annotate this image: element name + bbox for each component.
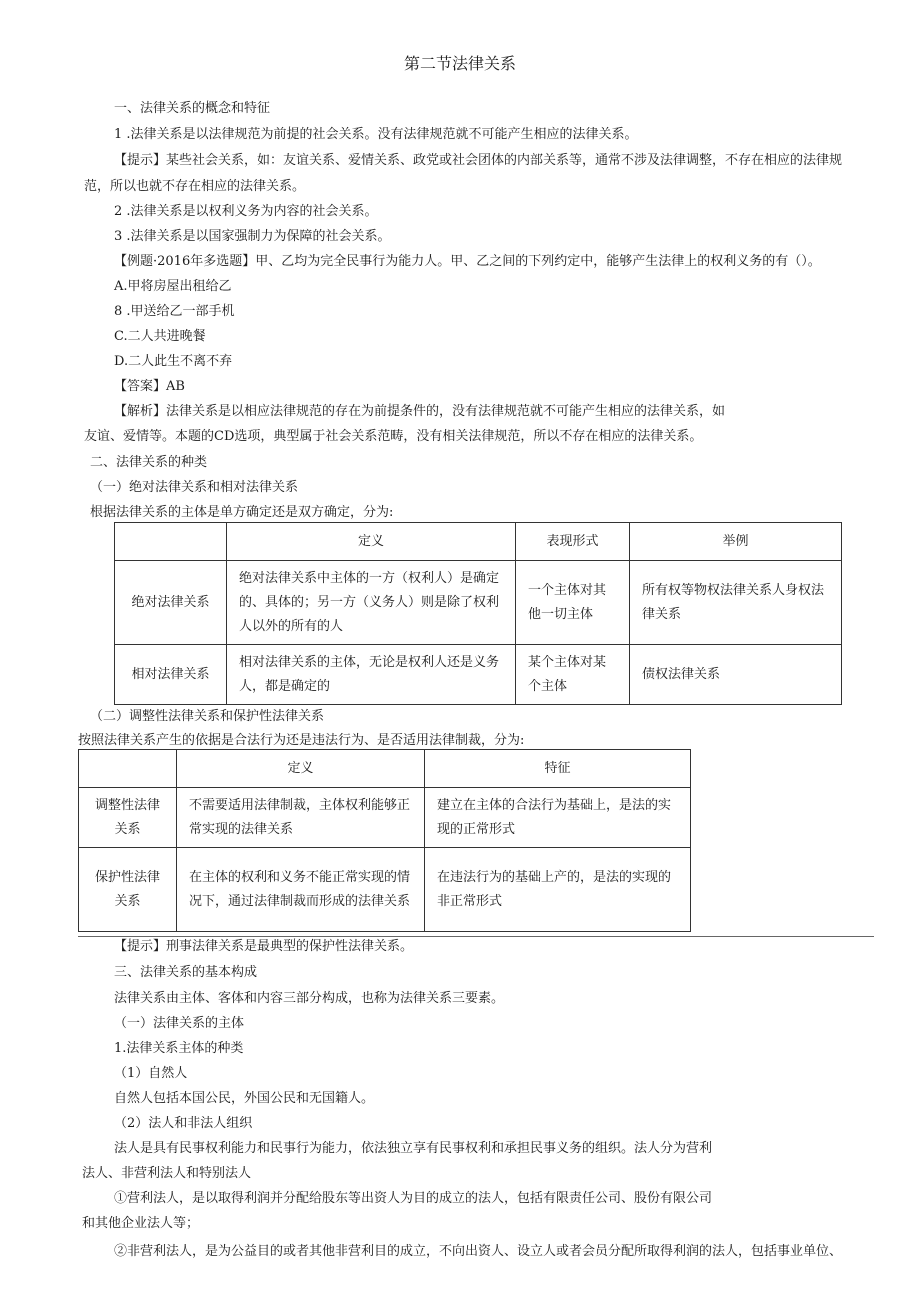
paragraph-continuation: 和其他企业法人等； <box>82 1216 200 1231</box>
table-cell: 相对法律关系 <box>115 645 227 705</box>
table-header-cell: 定义 <box>227 523 516 561</box>
paragraph: 3 .法律关系是以国家强制力为保障的社会关系。 <box>114 229 391 244</box>
table-cell: 所有权等物权法律关系人身权法律关系 <box>630 561 842 645</box>
paragraph: 根据法律关系的主体是单方确定还是双方确定，分为: <box>90 505 394 520</box>
divider <box>78 936 874 937</box>
subsection-heading: （二）调整性法律关系和保护性法律关系 <box>90 709 325 724</box>
table-cell: 在违法行为的基础上产的，是法的实现的非正常形式 <box>425 848 691 932</box>
table-header-cell <box>79 750 177 788</box>
table-cell: 绝对法律关系 <box>115 561 227 645</box>
table-cell: 债权法律关系 <box>630 645 842 705</box>
table-cell: 保护性法律关系 <box>79 848 177 932</box>
paragraph-continuation: 法人、非营利法人和特别法人 <box>82 1166 252 1181</box>
table-cell: 一个主体对其他一切主体 <box>516 561 630 645</box>
subsection-heading: （一）法律关系的主体 <box>114 1016 245 1031</box>
table-row <box>115 561 842 645</box>
subsection-heading: （一）绝对法律关系和相对法律关系 <box>90 480 299 495</box>
paragraph: 按照法律关系产生的依据是合法行为还是违法行为、是否适用法律制裁，分为: <box>78 733 525 748</box>
section-heading: 三、法律关系的基本构成 <box>114 965 258 980</box>
paragraph: 2 .法律关系是以权利义务为内容的社会关系。 <box>114 204 378 219</box>
paragraph: 法律关系由主体、客体和内容三部分构成，也称为法律关系三要素。 <box>114 991 505 1006</box>
adjustive-protective-table <box>78 749 691 932</box>
answer: 【答案】AB <box>114 379 185 394</box>
table-row <box>79 848 691 932</box>
table-cell: 不需要适用法律制裁，主体权利能够正常实现的法律关系 <box>177 788 425 848</box>
paragraph: 1.法律关系主体的种类 <box>114 1041 244 1056</box>
example-question: 【例题·2016年多选题】甲、乙均为完全民事行为能力人。甲、乙之间的下列约定中，能够产生法律上的权利义务的有（）。 <box>114 254 821 269</box>
table-header-row <box>79 750 691 788</box>
table-header-cell: 特征 <box>425 750 691 788</box>
section-heading: 一、法律关系的概念和特征 <box>114 101 271 116</box>
table-header-row <box>115 523 842 561</box>
paragraph: 自然人包括本国公民，外国公民和无国籍人。 <box>114 1091 375 1106</box>
table-cell: 绝对法律关系中主体的一方（权利人）是确定的、具体的；另一方（义务人）则是除了权利人以外的所有的人 <box>227 561 516 645</box>
table-header-cell: 表现形式 <box>516 523 630 561</box>
paragraph: 法人是具有民事权利能力和民事行为能力，依法独立享有民事权利和承担民事义务的组织。法人分为营利 <box>114 1141 713 1156</box>
list-item: ②非营利法人，是为公益目的或者其他非营利目的成立，不向出资人、设立人或者会员分配所取得利润的法人，包括事业单位、 <box>114 1244 843 1259</box>
table-cell: 调整性法律关系 <box>79 788 177 848</box>
analysis-continuation: 友谊、爱情等。本题的CD选项，典型属于社会关系范畴，没有相关法律规范，所以不存在相应的法律关系。 <box>84 429 703 444</box>
table-cell: 在主体的权利和义务不能正常实现的情况下，通过法律制裁而形成的法律关系 <box>177 848 425 932</box>
absolute-relative-table <box>114 522 842 705</box>
paragraph-continuation: 范，所以也就不存在相应的法律关系。 <box>84 179 306 194</box>
table-cell: 某个主体对某个主体 <box>516 645 630 705</box>
tip-paragraph: 【提示】某些社会关系，如：友谊关系、爱情关系、政党或社会团体的内部关系等，通常不涉及法律调整，不存在相应的法律规 <box>114 153 843 168</box>
option-b: 8 .甲送给乙一部手机 <box>114 304 235 319</box>
option-d: D.二人此生不离不弃 <box>114 354 233 369</box>
paragraph: （2）法人和非法人组织 <box>114 1116 253 1131</box>
page-title: 第二节法律关系 <box>403 54 516 73</box>
table-cell: 相对法律关系的主体，无论是权利人还是义务人，都是确定的 <box>227 645 516 705</box>
option-a: A.甲将房屋出租给乙 <box>114 279 232 294</box>
table-header-cell: 举例 <box>630 523 842 561</box>
table-header-cell: 定义 <box>177 750 425 788</box>
analysis: 【解析】法律关系是以相应法律规范的存在为前提条件的，没有法律规范就不可能产生相应的法律关系，如 <box>114 404 726 419</box>
list-item: ①营利法人，是以取得利润并分配给股东等出资人为目的成立的法人，包括有限责任公司、股份有限公司 <box>114 1191 713 1206</box>
paragraph: 1 .法律关系是以法律规范为前提的社会关系。没有法律规范就不可能产生相应的法律关系。 <box>114 127 638 142</box>
paragraph: （1）自然人 <box>114 1066 188 1081</box>
section-heading: 二、法律关系的种类 <box>90 455 208 470</box>
table-header-cell <box>115 523 227 561</box>
table-row <box>115 645 842 705</box>
tip-paragraph: 【提示】刑事法律关系是最典型的保护性法律关系。 <box>114 939 414 954</box>
option-c: C.二人共进晚餐 <box>114 329 206 344</box>
table-cell: 建立在主体的合法行为基础上，是法的实现的正常形式 <box>425 788 691 848</box>
table-row <box>79 788 691 848</box>
